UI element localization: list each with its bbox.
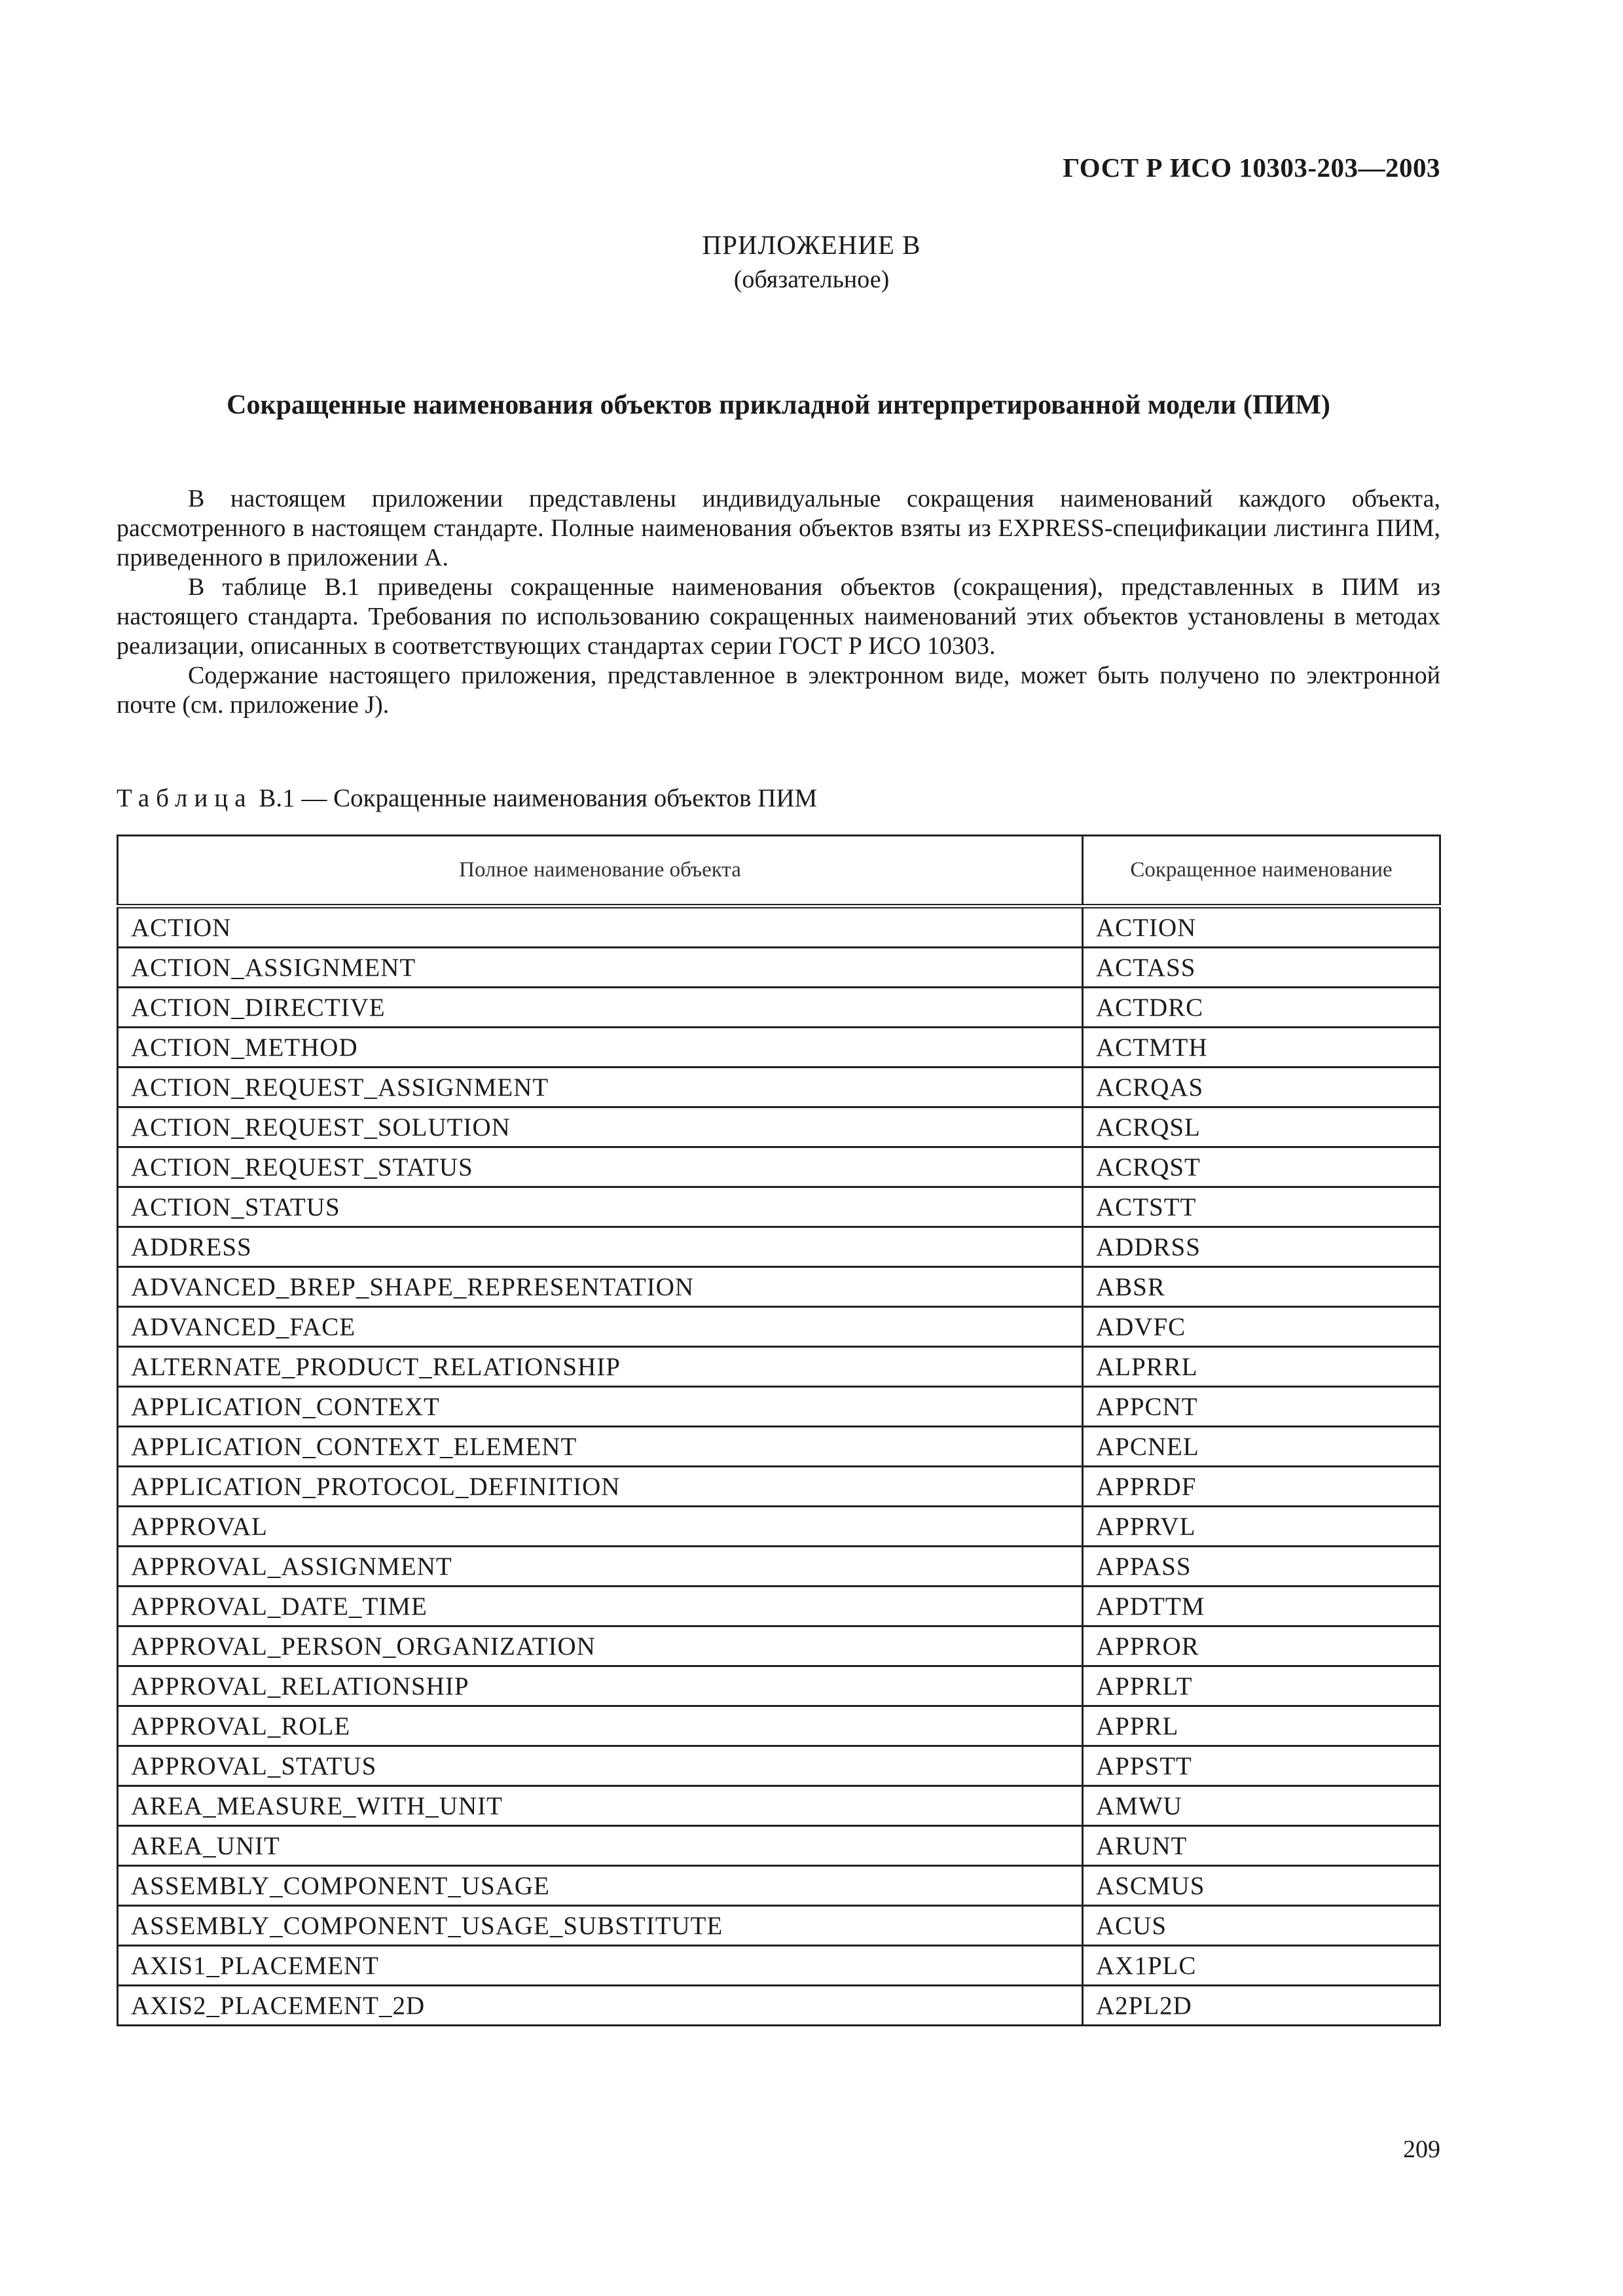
- abbreviations-table: [117, 834, 1441, 2026]
- table-body: [118, 906, 1440, 2026]
- short-name-cell: APPRLT: [1083, 1666, 1440, 1706]
- short-name-cell: ACRQAS: [1083, 1067, 1440, 1107]
- header-full-name: Полное наименование объекта: [118, 836, 1083, 906]
- document-code: ГОСТ Р ИСО 10303-203—2003: [1063, 152, 1440, 183]
- full-name-cell: ACTION: [118, 906, 1083, 948]
- short-name-cell: APPASS: [1083, 1547, 1440, 1587]
- table-row: [118, 1067, 1440, 1107]
- full-name-cell: ACTION_STATUS: [118, 1187, 1083, 1227]
- page-number: 209: [1403, 2136, 1440, 2163]
- table-row: [118, 1467, 1440, 1507]
- short-name-cell: ACUS: [1083, 1906, 1440, 1946]
- table-row: [118, 1507, 1440, 1547]
- header-short-name: Сокращенное наименование: [1083, 836, 1440, 906]
- section-heading: Сокращенные наименования объектов прикладной интерпретированной модели (ПИМ): [227, 390, 1330, 420]
- table-row: [118, 1626, 1440, 1666]
- table-row: [118, 1547, 1440, 1587]
- short-name-cell: ADVFC: [1083, 1307, 1440, 1347]
- table-caption-text: Сокращенные наименования объектов ПИМ: [333, 784, 818, 812]
- table-caption-label: Таблица: [117, 784, 253, 812]
- full-name-cell: ACTION_METHOD: [118, 1028, 1083, 1067]
- table-row: [118, 906, 1440, 948]
- short-name-cell: AMWU: [1083, 1786, 1440, 1826]
- table-caption: [117, 783, 817, 813]
- short-name-cell: APPRDF: [1083, 1467, 1440, 1507]
- full-name-cell: ACTION_ASSIGNMENT: [118, 948, 1083, 988]
- table-row: [118, 1786, 1440, 1826]
- full-name-cell: ALTERNATE_PRODUCT_RELATIONSHIP: [118, 1347, 1083, 1387]
- table-header-row: [118, 836, 1440, 906]
- table-row: [118, 1227, 1440, 1267]
- full-name-cell: AREA_UNIT: [118, 1826, 1083, 1866]
- intro-paragraph: В настоящем приложении представлены индивидуальные сокращения наименований каждого объекта, рассмотренного в настоящем стандарте. Полные наименования объектов взяты из EXPRESS-спецификации листинга ПИМ, приведенного в приложении А.: [117, 485, 1440, 571]
- short-name-cell: ACTASS: [1083, 948, 1440, 988]
- table-row: [118, 1028, 1440, 1067]
- table-row: [118, 1906, 1440, 1946]
- short-name-cell: ADDRSS: [1083, 1227, 1440, 1267]
- appendix-subtitle: (обязательное): [733, 266, 890, 293]
- full-name-cell: ASSEMBLY_COMPONENT_USAGE: [118, 1866, 1083, 1906]
- full-name-cell: ACTION_REQUEST_SOLUTION: [118, 1107, 1083, 1147]
- full-name-cell: ASSEMBLY_COMPONENT_USAGE_SUBSTITUTE: [118, 1906, 1083, 1946]
- intro-paragraph: В таблице В.1 приведены сокращенные наименования объектов (сокращения), представленных в ПИМ из настоящего стандарта. Требования по использованию сокращенных наименований этих объектов установлены в методах реализации, описанных в соответствующих стандартах серии ГОСТ Р ИСО 10303.: [117, 573, 1440, 660]
- short-name-cell: APPCNT: [1083, 1387, 1440, 1427]
- short-name-cell: APPSTT: [1083, 1746, 1440, 1786]
- table-row: [118, 1147, 1440, 1187]
- table-row: [118, 988, 1440, 1028]
- full-name-cell: AREA_MEASURE_WITH_UNIT: [118, 1786, 1083, 1826]
- table-row: [118, 1427, 1440, 1467]
- full-name-cell: ACTION_DIRECTIVE: [118, 988, 1083, 1028]
- full-name-cell: APPLICATION_CONTEXT_ELEMENT: [118, 1427, 1083, 1467]
- short-name-cell: ACRQSL: [1083, 1107, 1440, 1147]
- table-row: [118, 1706, 1440, 1746]
- table-caption-number: В.1 —: [259, 784, 327, 812]
- short-name-cell: APDTTM: [1083, 1587, 1440, 1626]
- full-name-cell: APPROVAL_PERSON_ORGANIZATION: [118, 1626, 1083, 1666]
- full-name-cell: APPROVAL: [118, 1507, 1083, 1547]
- short-name-cell: APPRL: [1083, 1706, 1440, 1746]
- full-name-cell: APPROVAL_ROLE: [118, 1706, 1083, 1746]
- table-row: [118, 1267, 1440, 1307]
- short-name-cell: ACTDRC: [1083, 988, 1440, 1028]
- full-name-cell: ADDRESS: [118, 1227, 1083, 1267]
- short-name-cell: ASCMUS: [1083, 1866, 1440, 1906]
- short-name-cell: ACRQST: [1083, 1147, 1440, 1187]
- full-name-cell: ADVANCED_FACE: [118, 1307, 1083, 1347]
- table-row: [118, 1946, 1440, 1986]
- full-name-cell: APPROVAL_DATE_TIME: [118, 1587, 1083, 1626]
- short-name-cell: APPRVL: [1083, 1507, 1440, 1547]
- full-name-cell: AXIS1_PLACEMENT: [118, 1946, 1083, 1986]
- short-name-cell: ACTSTT: [1083, 1187, 1440, 1227]
- full-name-cell: APPROVAL_RELATIONSHIP: [118, 1666, 1083, 1706]
- table-row: [118, 1666, 1440, 1706]
- table-row: [118, 948, 1440, 988]
- full-name-cell: APPROVAL_ASSIGNMENT: [118, 1547, 1083, 1587]
- full-name-cell: APPLICATION_PROTOCOL_DEFINITION: [118, 1467, 1083, 1507]
- table-row: [118, 1746, 1440, 1786]
- intro-paragraph: Содержание настоящего приложения, представленное в электронном виде, может быть получено по электронной почте (см. приложение J).: [117, 662, 1440, 719]
- short-name-cell: ACTION: [1083, 906, 1440, 948]
- table-row: [118, 1307, 1440, 1347]
- full-name-cell: ADVANCED_BREP_SHAPE_REPRESENTATION: [118, 1267, 1083, 1307]
- short-name-cell: ABSR: [1083, 1267, 1440, 1307]
- intro-text: [117, 484, 1440, 720]
- short-name-cell: APPROR: [1083, 1626, 1440, 1666]
- table-row: [118, 1107, 1440, 1147]
- short-name-cell: AX1PLC: [1083, 1946, 1440, 1986]
- short-name-cell: ALPRRL: [1083, 1347, 1440, 1387]
- table-row: [118, 1187, 1440, 1227]
- table-row: [118, 1387, 1440, 1427]
- full-name-cell: ACTION_REQUEST_STATUS: [118, 1147, 1083, 1187]
- table-row: [118, 1866, 1440, 1906]
- table-row: [118, 1587, 1440, 1626]
- table-row: [118, 1347, 1440, 1387]
- full-name-cell: AXIS2_PLACEMENT_2D: [118, 1986, 1083, 2026]
- short-name-cell: ACTMTH: [1083, 1028, 1440, 1067]
- short-name-cell: ARUNT: [1083, 1826, 1440, 1866]
- short-name-cell: APCNEL: [1083, 1427, 1440, 1467]
- short-name-cell: A2PL2D: [1083, 1986, 1440, 2026]
- full-name-cell: ACTION_REQUEST_ASSIGNMENT: [118, 1067, 1083, 1107]
- table-row: [118, 1986, 1440, 2026]
- table-row: [118, 1826, 1440, 1866]
- full-name-cell: APPROVAL_STATUS: [118, 1746, 1083, 1786]
- full-name-cell: APPLICATION_CONTEXT: [118, 1387, 1083, 1427]
- appendix-title: ПРИЛОЖЕНИЕ В: [702, 230, 921, 260]
